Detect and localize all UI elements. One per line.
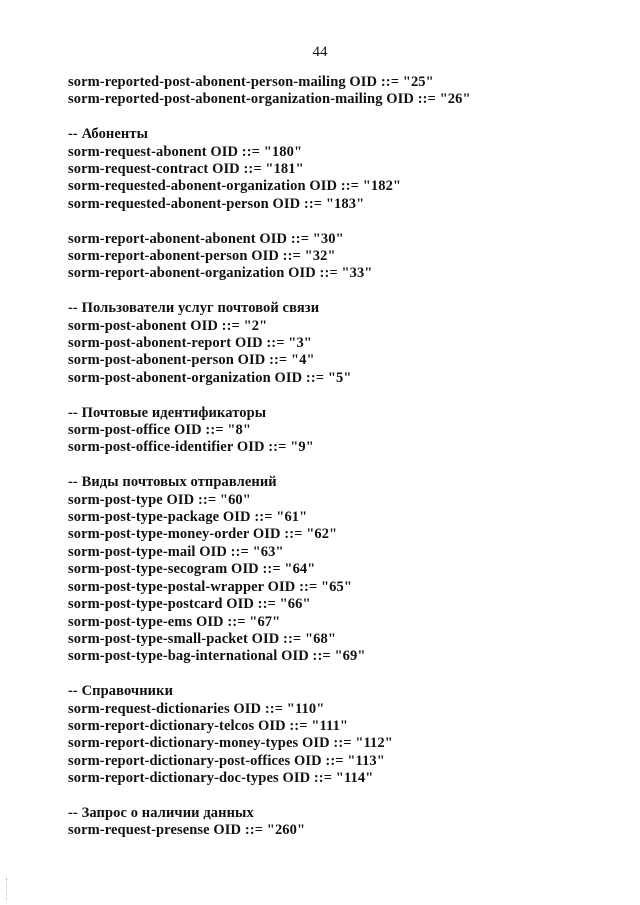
section-comment: -- Виды почтовых отправлений [68,474,277,491]
section-comment: -- Абоненты [68,126,149,143]
oid-definition-line: sorm-post-type-postcard OID ::= "66" [68,596,311,613]
blank-line [68,666,628,683]
oid-definition-line: sorm-report-dictionary-money-types OID ::= "112" [68,735,393,752]
oid-definition-line: sorm-report-dictionary-post-offices OID ::= "113" [68,752,385,769]
oid-definition-line: sorm-post-office-identifier OID ::= "9" [68,439,314,456]
oid-definition-line: sorm-report-abonent-person OID ::= "32" [68,248,336,265]
oid-definition-line: sorm-post-type-bag-international OID ::= "69" [68,648,366,665]
section-comment: -- Почтовые идентификаторы [68,404,267,421]
oid-definition-line: sorm-report-dictionary-telcos OID ::= "111" [68,717,349,734]
oid-definition-line: sorm-report-abonent-abonent OID ::= "30" [68,230,344,247]
page-number: 44 [312,44,328,60]
scan-edge-mark [6,878,8,900]
oid-definition-line: sorm-post-type-money-order OID ::= "62" [68,526,338,543]
oid-definition-line: sorm-reported-post-abonent-person-mailing OID ::= "25" [68,74,434,90]
oid-definition-line: sorm-post-type-ems OID ::= "67" [68,613,281,630]
oid-definition-line: sorm-post-office OID ::= "8" [68,422,251,439]
oid-definition-line: sorm-report-abonent-organization OID ::= "33" [68,265,373,282]
asn1-oid-listing [68,74,628,840]
blank-line [68,387,628,404]
oid-definition-line: sorm-post-abonent-report OID ::= "3" [68,335,312,352]
oid-definition-line: sorm-post-type OID ::= "60" [68,491,251,508]
oid-definition-line: sorm-post-type-small-packet OID ::= "68" [68,630,336,647]
blank-line [68,788,628,805]
blank-line [68,283,628,300]
section-comment: -- Запрос о наличии данных [68,804,254,821]
oid-definition-line: sorm-post-abonent-organization OID ::= "5" [68,369,352,386]
oid-definition-line: sorm-post-abonent-person OID ::= "4" [68,352,315,369]
blank-line [68,213,628,230]
section-comment: -- Справочники [68,683,174,700]
oid-definition-line: sorm-post-type-secogram OID ::= "64" [68,561,316,578]
oid-definition-line: sorm-report-dictionary-doc-types OID ::= "114" [68,770,374,787]
oid-definition-line: sorm-request-contract OID ::= "181" [68,161,304,178]
oid-definition-line: sorm-reported-post-abonent-organization-mailing OID ::= "26" [68,91,471,108]
oid-definition-line: sorm-requested-abonent-person OID ::= "183" [68,195,365,212]
oid-definition-line: sorm-post-type-mail OID ::= "63" [68,543,284,560]
oid-definition-line: sorm-request-abonent OID ::= "180" [68,143,303,160]
oid-definition-line: sorm-request-dictionaries OID ::= "110" [68,700,325,717]
oid-definition-line: sorm-requested-abonent-organization OID ::= "182" [68,178,402,195]
blank-line [68,457,628,474]
oid-definition-line: sorm-post-abonent OID ::= "2" [68,317,268,334]
section-comment: -- Пользователи услуг почтовой связи [68,300,320,317]
blank-line [68,109,628,126]
oid-definition-line: sorm-post-type-package OID ::= "61" [68,509,308,526]
oid-definition-line: sorm-post-type-postal-wrapper OID ::= "65" [68,578,353,595]
oid-definition-line: sorm-request-presense OID ::= "260" [68,822,306,839]
